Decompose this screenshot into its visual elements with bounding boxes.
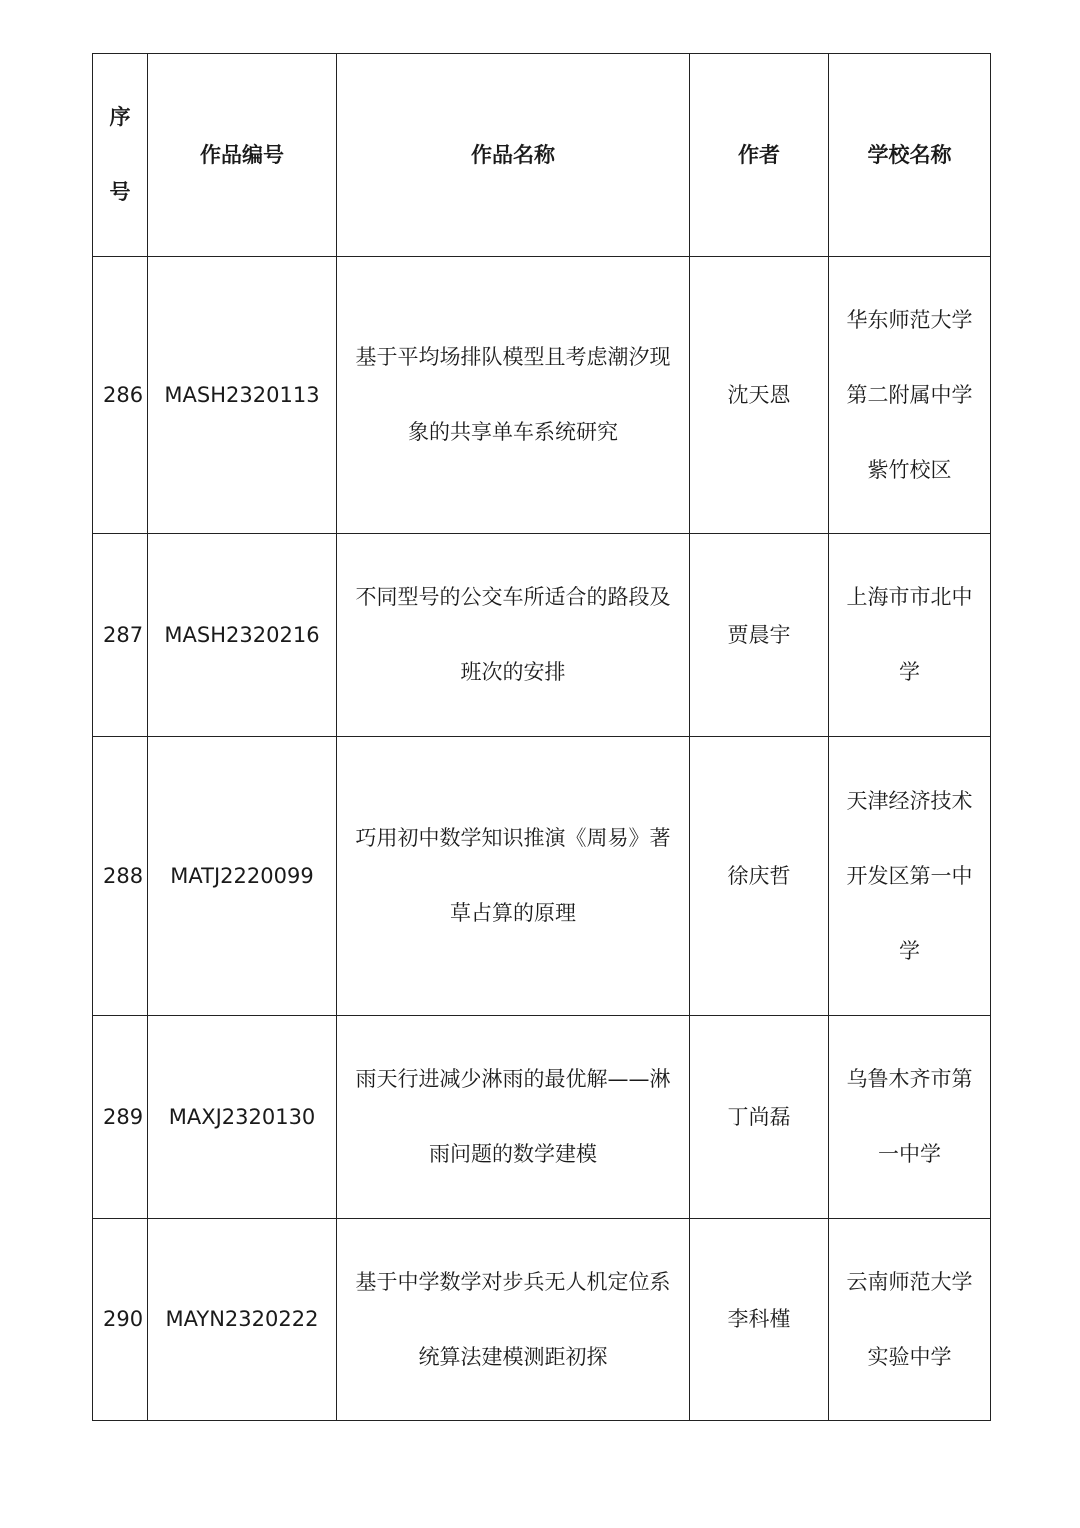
award-table xyxy=(92,53,991,1421)
cell-school: 上海市市北中学 xyxy=(829,534,991,737)
header-code: 作品编号 xyxy=(148,54,337,257)
cell-school: 云南师范大学实验中学 xyxy=(829,1219,991,1421)
cell-code: MAXJ2320130 xyxy=(148,1016,337,1219)
cell-author: 丁尚磊 xyxy=(690,1016,829,1219)
header-title: 作品名称 xyxy=(337,54,690,257)
table-row xyxy=(93,257,991,534)
header-seq-line2: 号 xyxy=(109,180,131,204)
cell-school: 乌鲁木齐市第一中学 xyxy=(829,1016,991,1219)
cell-school: 华东师范大学第二附属中学紫竹校区 xyxy=(829,257,991,534)
table-row xyxy=(93,1016,991,1219)
cell-seq: 287 xyxy=(93,534,148,737)
header-seq xyxy=(93,54,148,257)
cell-title: 巧用初中数学知识推演《周易》著草占算的原理 xyxy=(337,737,690,1016)
cell-author: 贾晨宇 xyxy=(690,534,829,737)
cell-author: 沈天恩 xyxy=(690,257,829,534)
cell-code: MASH2320216 xyxy=(148,534,337,737)
cell-author: 徐庆哲 xyxy=(690,737,829,1016)
table-row xyxy=(93,534,991,737)
cell-title: 不同型号的公交车所适合的路段及班次的安排 xyxy=(337,534,690,737)
cell-seq: 289 xyxy=(93,1016,148,1219)
cell-author: 李科槿 xyxy=(690,1219,829,1421)
cell-title: 基于中学数学对步兵无人机定位系统算法建模测距初探 xyxy=(337,1219,690,1421)
cell-code: MATJ2220099 xyxy=(148,737,337,1016)
header-school: 学校名称 xyxy=(829,54,991,257)
cell-seq: 290 xyxy=(93,1219,148,1421)
cell-title: 雨天行进减少淋雨的最优解——淋雨问题的数学建模 xyxy=(337,1016,690,1219)
cell-school: 天津经济技术开发区第一中学 xyxy=(829,737,991,1016)
cell-code: MAYN2320222 xyxy=(148,1219,337,1421)
header-row xyxy=(93,54,991,257)
table-row xyxy=(93,1219,991,1421)
cell-seq: 286 xyxy=(93,257,148,534)
header-author: 作者 xyxy=(690,54,829,257)
cell-title: 基于平均场排队模型且考虑潮汐现象的共享单车系统研究 xyxy=(337,257,690,534)
cell-code: MASH2320113 xyxy=(148,257,337,534)
header-seq-line1: 序 xyxy=(109,105,131,129)
cell-seq: 288 xyxy=(93,737,148,1016)
table-row xyxy=(93,737,991,1016)
